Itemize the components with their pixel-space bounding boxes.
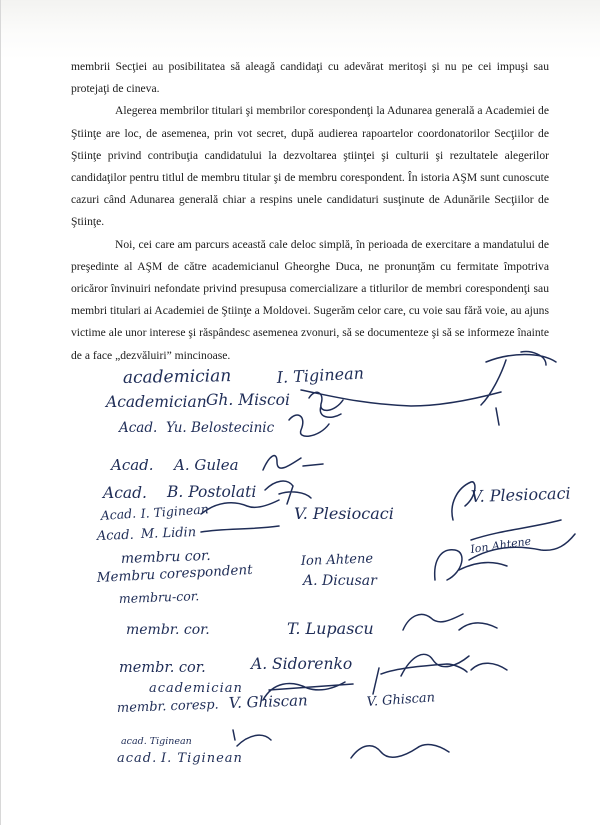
signature-name: I. Tiginean — [140, 501, 210, 521]
paragraph-2: Alegerea membrilor titulari şi membrilor corespondenţi la Adunarea generală a Academiei de Ştiinţe are loc, de asemenea, prin vot secret, după audierea rapoartelor coordonatorilor Secţiilor de Ştiinţe privind contribuţia candidatului la dezvoltarea ştiinţei şi culturii şi rezultatele alegerilor candidaţilor pentru titlul de membru titular şi de membru corespondent. În istoria AŞM sunt cunoscute cazuri când Adunarea generală chiar a respins unele candidaturi susţinute de Adunările Secţiilor de Ştiinţe. — [71, 104, 549, 229]
signature-name: Ion Ahtene — [300, 551, 374, 569]
signature-name: I. Tiginean — [161, 751, 243, 766]
paragraph-1: membrii Secţiei au posibilitatea să aleagă candidaţi cu adevărat meritoşi şi nu pe cei impuşi sau protejaţi de cineva. — [71, 60, 549, 96]
handwritten-signature — [403, 614, 497, 630]
signature-title: acad. Tiginean — [121, 736, 192, 747]
signature-name: I. Tiginean — [276, 363, 365, 387]
signature-title: membr. cor. — [119, 660, 206, 676]
signature-title: academician — [149, 681, 243, 696]
signature-title: Acad. — [103, 484, 147, 502]
signature-name: A. Gulea — [174, 456, 239, 474]
signature-name: B. Postolati — [167, 483, 257, 501]
paragraph-3: Noi, cei care am parcurs această cale deloc simplă, în perioada de exercitare a mandatului de preşedinte al AŞM de către academicianul Gheorghe Duca, ne pronunţăm cu fermitate împotriva oricăror învinuiri nefondate privind presupusa comercializare a titlurilor de membri corespondenţi sau membri titulari ai Academiei de Ştiinţe a Moldovei. Sugerăm celor care, cu voie sau fără voie, au ajuns victime ale unor interese şi răspândesc asemenea zvonuri, să se documenteze şi să se informeze înainte de a face „dezvăluiri” mincinoase. — [71, 237, 549, 362]
signature-name: V. Plesiocaci — [470, 483, 571, 506]
signature-title: Acad. — [111, 456, 154, 474]
handwritten-signature — [265, 481, 311, 504]
signature-name: V. Ghiscan — [366, 690, 436, 710]
signature-name: M. Lidin — [140, 525, 197, 542]
signature-name: A. Dicusar — [303, 573, 377, 589]
signature-title: membr. coresp. — [116, 697, 219, 716]
signature-title: Academician — [106, 393, 207, 411]
signature-name: V. Ghiscan — [228, 691, 308, 712]
handwritten-signature — [289, 415, 329, 436]
handwritten-signature — [233, 730, 271, 746]
handwritten-signature — [201, 526, 279, 532]
signature-name: Yu. Belostecinic — [166, 420, 275, 436]
signature-title: acad. — [117, 751, 158, 766]
signature-name: T. Lupascu — [287, 619, 374, 638]
signature-name: V. Plesiocaci — [294, 504, 394, 523]
handwritten-signature — [263, 456, 323, 470]
handwritten-signature — [301, 352, 556, 425]
signature-title: Membru corespondent — [96, 561, 253, 586]
signature-title: membr. cor. — [126, 622, 210, 638]
handwritten-signature — [201, 500, 279, 514]
handwritten-signature — [351, 745, 449, 758]
signature-title: Acad. — [119, 420, 158, 436]
handwritten-signature — [309, 392, 343, 417]
signature-title: academician — [122, 366, 232, 388]
signatures-block — [1, 0, 600, 825]
signature-name: Gh. Miscoi — [206, 391, 290, 409]
signature-name: A. Sidorenko — [251, 655, 353, 673]
signature-title: Acad. — [100, 505, 137, 523]
handwritten-signature — [373, 664, 467, 694]
signature-name: Ion Ahtene — [469, 534, 532, 556]
signature-title: membru-cor. — [118, 588, 200, 606]
signature-title: membru cor. — [120, 547, 211, 567]
signature-title: Acad. — [96, 527, 134, 544]
